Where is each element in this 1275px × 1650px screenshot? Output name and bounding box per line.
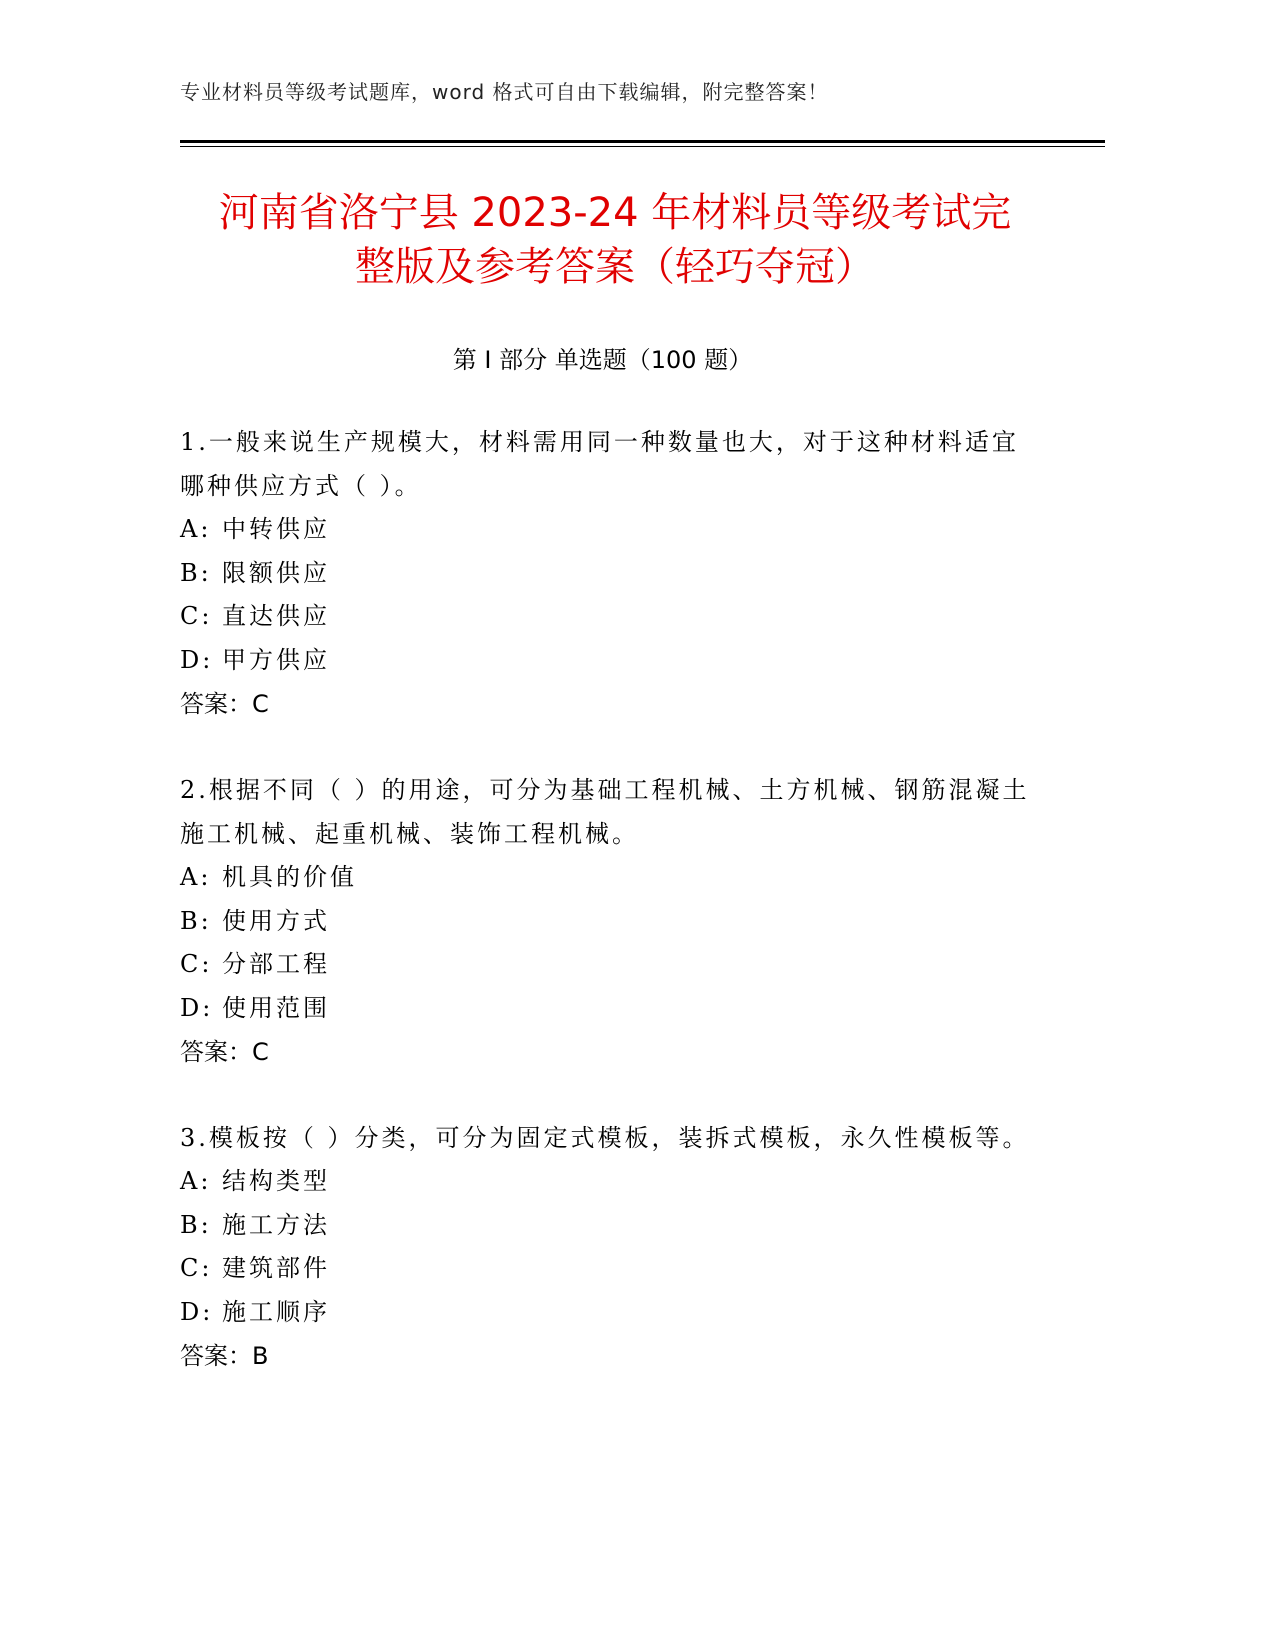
option-b bbox=[180, 1204, 1030, 1248]
option-text: 直达供应 bbox=[222, 602, 330, 630]
option-a bbox=[180, 508, 1030, 552]
option-text: 施工方法 bbox=[222, 1210, 330, 1239]
option-c bbox=[180, 943, 1030, 987]
option-letter: A: bbox=[180, 1167, 212, 1195]
section-title: 第 I 部分 单选题（100 题） bbox=[452, 346, 753, 374]
option-b bbox=[180, 552, 1030, 596]
header-note: 专业材料员等级考试题库，word 格式可自由下载编辑，附完整答案！ bbox=[180, 80, 829, 104]
option-a bbox=[180, 1160, 1030, 1204]
answer-line: 答案：B bbox=[180, 1342, 269, 1370]
option-text: 甲方供应 bbox=[222, 645, 330, 674]
option-b bbox=[180, 900, 1030, 944]
option-text: 中转供应 bbox=[222, 515, 330, 543]
option-c bbox=[180, 595, 1030, 639]
document-title bbox=[150, 186, 1080, 294]
option-d bbox=[180, 1291, 1030, 1335]
question-1 bbox=[180, 420, 1030, 726]
document-title-line-2: 整版及参考答案（轻巧夺冠） bbox=[355, 244, 875, 290]
option-letter: A: bbox=[180, 863, 212, 891]
question-stem: 2.根据不同（ ）的用途，可分为基础工程机械、土方机械、钢筋混凝土施工机械、起重机械、装饰工程机械。 bbox=[180, 776, 1030, 848]
option-text: 使用范围 bbox=[222, 993, 330, 1022]
option-letter: C: bbox=[180, 602, 213, 630]
option-c bbox=[180, 1247, 1030, 1291]
option-letter: A: bbox=[180, 515, 212, 543]
option-letter: B: bbox=[180, 906, 212, 935]
option-letter: D: bbox=[180, 645, 214, 674]
answer-line: 答案：C bbox=[180, 1038, 269, 1066]
option-text: 机具的价值 bbox=[222, 863, 357, 891]
option-text: 分部工程 bbox=[222, 950, 330, 978]
option-d bbox=[180, 639, 1030, 683]
option-letter: B: bbox=[180, 1210, 212, 1239]
option-letter: D: bbox=[180, 993, 214, 1022]
option-letter: C: bbox=[180, 950, 213, 978]
question-stem: 3.模板按（ ）分类，可分为固定式模板，装拆式模板，永久性模板等。 bbox=[180, 1124, 1030, 1152]
option-text: 限额供应 bbox=[222, 558, 330, 587]
question-list bbox=[180, 420, 1030, 1420]
option-letter: D: bbox=[180, 1297, 214, 1326]
option-letter: B: bbox=[180, 558, 212, 587]
option-text: 使用方式 bbox=[222, 906, 330, 935]
option-a bbox=[180, 856, 1030, 900]
header-rule-thin bbox=[180, 146, 1105, 147]
header-rule-thick bbox=[180, 140, 1105, 143]
question-stem: 1.一般来说生产规模大，材料需用同一种数量也大，对于这种材料适宜哪种供应方式（ ）。 bbox=[180, 428, 1019, 500]
option-text: 建筑部件 bbox=[222, 1254, 330, 1282]
option-letter: C: bbox=[180, 1254, 213, 1282]
question-3 bbox=[180, 1116, 1030, 1378]
document-title-line-1: 河南省洛宁县 2023-24 年材料员等级考试完 bbox=[218, 190, 1012, 236]
answer-line: 答案：C bbox=[180, 690, 269, 718]
option-text: 施工顺序 bbox=[222, 1297, 330, 1326]
option-text: 结构类型 bbox=[222, 1167, 330, 1195]
option-d bbox=[180, 987, 1030, 1031]
question-2 bbox=[180, 768, 1030, 1074]
